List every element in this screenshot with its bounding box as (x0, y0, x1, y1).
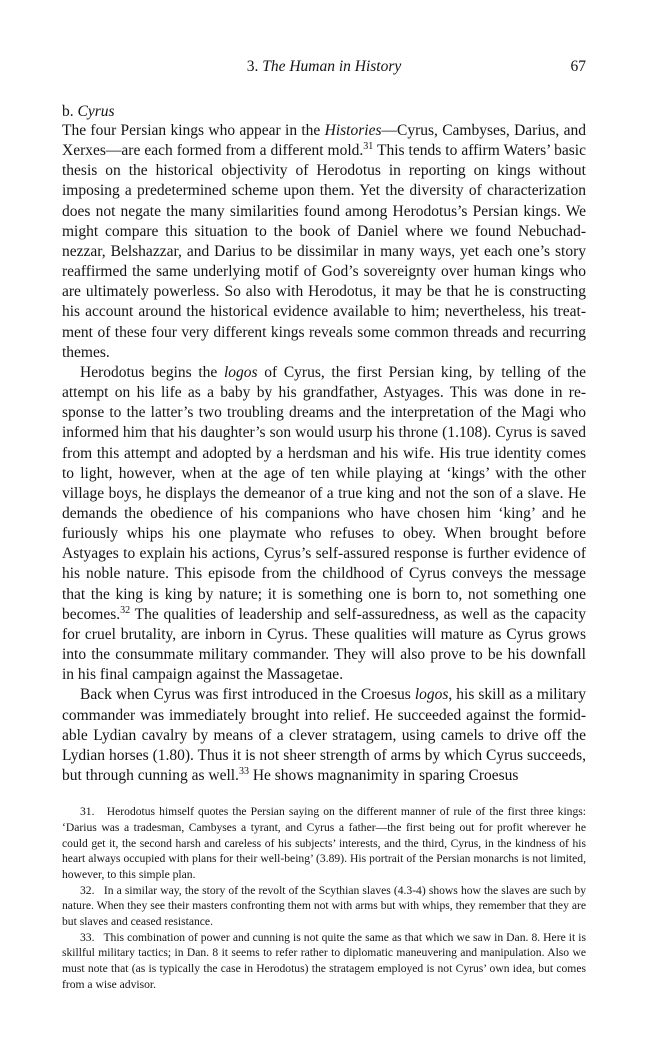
paragraph-text: Back when Cyrus was first introduced in the Croesus (80, 686, 415, 704)
paragraph-text: , his skill as a military commander was immediately brought into relief. He succeeded against the formidable Lydian cavalry by means of a clever stratagem, using camels to drive off the Lydian horses (1.80). Thus it is not sheer strength of arms by which Cyrus succeeds, but through cunning as well. (62, 686, 586, 784)
body-text (62, 121, 586, 786)
paragraph-italic-text: logos (223, 363, 258, 381)
footnote-ref-31[interactable]: 31 (363, 141, 374, 152)
chapter-title: The Human in History (262, 58, 402, 75)
paragraph-text: of Cyrus, the first Persian king, by telling of the attempt on his life as a baby by his grandfather, Astyages. This was done in response to the latter’s two troubling dreams and the interpretation of the Magi who informed him that his daughter’s son would usurp his throne (1.108). Cyrus is saved from this attempt and adopted by a herdsman and his wife. His true identity comes to light, however, when at the age of ten while playing at ‘kings’ with the other village boys, he displays the demeanor of a true king and not the son of a slave. He demands the obedience of his companions who have chosen him ‘king’ and he furiously whips his one playmate who refuses to obey. When brought before Astyages to explain his actions, Cyrus’s self-assured response is further evidence of his noble nature. This episode from the childhood of Cyrus conveys the message that the king is king by nature; it is something one is born to, not something one becomes. (62, 363, 586, 623)
paragraph-1 (62, 121, 586, 363)
footnotes (62, 804, 586, 992)
paragraph-text: Herodotus begins the (80, 363, 224, 381)
paragraph-text: The qualities of leadership and self-assuredness, as well as the capacity for cruel brutality, are inborn in Cyrus. These qualities will mature as Cyrus grows into the consummate military commander. They will also prove to be his downfall in his final campaign against the Massagetae. (62, 605, 586, 684)
section-title: Cyrus (77, 103, 115, 120)
running-head (62, 58, 586, 84)
book-page (62, 58, 586, 993)
page-number: 67 (570, 58, 586, 75)
footnote-number: 33. (80, 930, 95, 944)
footnote-ref-33[interactable]: 33 (238, 765, 249, 777)
footnote-text: In a similar way, the story of the revolt of the Scythian slaves (4.3-4) shows how the slaves are such by nature. When they see their masters confronting them not with arms but with whips, they remember that they are but slaves and ceased resistance. (62, 883, 587, 929)
paragraph-2 (62, 363, 586, 686)
paragraph-italic-text: logos (414, 686, 449, 704)
chapter-heading (62, 58, 586, 76)
chapter-number: 3. (246, 58, 259, 75)
paragraph-text: The four Persian kings who appear in the (62, 122, 325, 139)
paragraph-3 (62, 685, 586, 786)
footnote-number: 32. (80, 883, 95, 897)
paragraph-text: This tends to affirm Waters’ basic thesis on the historical objectivity of Herodotus in reporting on kings without imposing a predetermined scheme upon them. Yet the diversity of characterization does not negate the many similarities found among Herodotus’s Persian kings. We might compare this situation to the book of Daniel where we found Nebuchadnezzar, Belshazzar, and Darius to be dissimilar in many ways, yet each one’s story reaffirmed the same underlying motif of God’s sovereignty over human kings who are ultimately powerless. So also with Herodotus, it may be that he is constructing his account around the historical evidence available to him; nevertheless, his treatment of these four very different kings reveals some common threads and recurring themes. (62, 142, 586, 361)
section-heading (62, 102, 586, 121)
section-label: b. (62, 103, 74, 120)
paragraph-text: He shows magnanimity in sparing Croesus (248, 767, 519, 784)
paragraph-italic-text: Histories (324, 122, 382, 139)
paragraph-text: —Cyrus, Cambyses, Darius, and Xerxes—are each formed from a different mold. (62, 122, 586, 160)
footnote (62, 804, 586, 883)
footnote (62, 930, 586, 993)
footnote (62, 883, 586, 930)
footnote-text: Herodotus himself quotes the Persian saying on the different manner of rule of the first three kings: ‘Darius was a tradesman, Cambyses a tyrant, and Cyrus a father—the first being out for profit wherever he could get it, the second harsh and careless of his subjects’ interests, and the third, Cyrus, in the kindness of his heart always occupied with plans for their well-being’ (3.89). His portrait of the Persian monarchs is not limited, however, to this simple plan. (62, 805, 586, 881)
footnote-text: This combination of power and cunning is not quite the same as that which we saw in Dan. 8. Here it is skillful military tactics; in Dan. 8 it seems to refer rather to diplomatic maneuvering and manipulation. Also we must note that (as is typically the case in Herodotus) the stratagem employed is not Cyrus’ own idea, but comes from a wise advisor. (62, 930, 586, 991)
footnote-ref-32[interactable]: 32 (120, 604, 131, 616)
footnote-number: 31. (80, 805, 95, 819)
